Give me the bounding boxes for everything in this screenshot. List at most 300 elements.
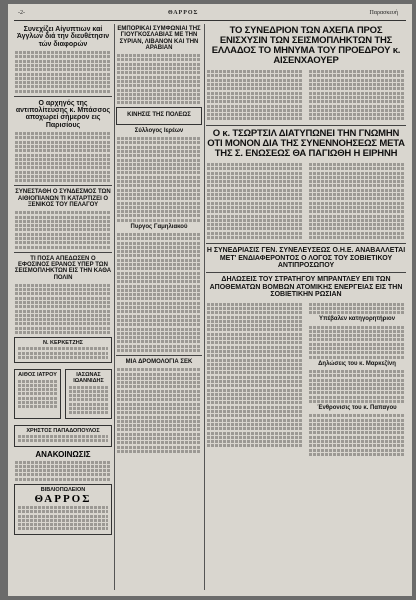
text-line	[309, 206, 405, 209]
text-line	[207, 210, 303, 213]
advertisement	[65, 369, 112, 418]
text-line	[117, 250, 201, 253]
text-line	[15, 216, 111, 219]
text-line	[207, 359, 303, 362]
text-line	[207, 423, 303, 426]
text-line	[309, 351, 405, 354]
text-line	[309, 334, 405, 337]
text-line	[15, 310, 111, 313]
text-line	[18, 439, 108, 442]
ad-title: Ν. ΚΕΡΚΕΤΖΗΣ	[43, 340, 83, 347]
bookstore-ad	[14, 484, 112, 535]
text-line	[309, 419, 405, 422]
text-line	[15, 171, 111, 174]
text-line	[207, 401, 303, 404]
text-line	[15, 149, 111, 152]
text-line	[117, 101, 201, 104]
text-line	[207, 184, 303, 187]
text-line	[207, 303, 303, 306]
text-line	[309, 70, 405, 73]
text-line	[207, 113, 303, 116]
text-line	[309, 219, 405, 222]
text-line	[117, 76, 201, 79]
text-line	[309, 227, 405, 230]
text-line	[207, 432, 303, 435]
newspaper-name: ΘΑΡΡΟΣ	[168, 10, 199, 16]
text-line	[207, 367, 303, 370]
subheading: Σύλλογος Ιερέων	[134, 127, 184, 134]
text-line	[18, 401, 57, 404]
text-line	[15, 55, 111, 58]
text-line	[309, 431, 405, 434]
text-line	[117, 368, 201, 371]
text-line	[309, 374, 405, 377]
text-line	[117, 345, 201, 348]
text-line	[117, 237, 201, 240]
text-line	[117, 67, 201, 70]
text-line	[207, 440, 303, 443]
page-number: -2-	[18, 10, 25, 16]
column-left	[14, 24, 112, 590]
text-line	[117, 163, 201, 166]
text-line	[117, 385, 201, 388]
text-line	[117, 214, 201, 217]
text-line	[69, 390, 108, 393]
column-middle	[116, 24, 202, 590]
text-line	[117, 328, 201, 331]
text-line	[309, 176, 405, 179]
text-line	[309, 92, 405, 95]
text-line	[207, 384, 303, 387]
text-line	[309, 436, 405, 439]
text-line	[15, 318, 111, 321]
text-line	[207, 87, 303, 90]
advertisement	[14, 369, 61, 418]
text-line	[18, 392, 57, 395]
text-line	[309, 307, 405, 310]
text-line	[207, 180, 303, 183]
text-line	[309, 74, 405, 77]
text-line	[117, 289, 201, 292]
text-line	[309, 453, 405, 456]
text-line	[207, 427, 303, 430]
text-line	[207, 363, 303, 366]
text-line	[309, 172, 405, 175]
text-line	[207, 92, 303, 95]
ad-subtitle: ΒΙΒΛΙΟΠΩΛΕΙΟΝ	[40, 486, 86, 493]
text-line	[207, 219, 303, 222]
text-line	[18, 388, 57, 391]
text-line	[309, 180, 405, 183]
text-line	[309, 117, 405, 120]
text-line	[15, 288, 111, 291]
text-line	[309, 370, 405, 373]
text-line	[15, 158, 111, 161]
text-line	[117, 141, 201, 144]
text-line	[309, 379, 405, 382]
text-line	[207, 206, 303, 209]
text-line	[15, 284, 111, 287]
text-line	[207, 202, 303, 205]
text-columns	[14, 366, 112, 421]
headline: ΤΟ ΣΥΝΕΔΡΙΟΝ ΤΩΝ ΑΧΕΠΑ ΠΡΟΣ ΕΝΙΣΧΥΣΙΝ ΤΩΝ ΣΕΙΣΜΟΠΛΗΚΤΩΝ ΤΗΣ ΕΛΛΑΔΟΣ ΤΟ ΜΗΝΥΜΑ ΤΟΥ ΠΡΟΕΔΡΟΥ κ. ΑΙΣΕΝΧΑΟΥΕΡ	[211, 25, 401, 66]
text-line	[15, 166, 111, 169]
text-line	[309, 330, 405, 333]
text-line	[207, 436, 303, 439]
text-line	[117, 416, 201, 419]
column-divider	[204, 24, 205, 590]
text-line	[309, 449, 405, 452]
text-line	[309, 210, 405, 213]
text-line	[117, 246, 201, 249]
text-line	[117, 180, 201, 183]
text-line	[309, 444, 405, 447]
text-line	[309, 356, 405, 359]
text-line	[207, 236, 303, 239]
text-line	[117, 381, 201, 384]
divider	[206, 125, 406, 126]
text-line	[117, 150, 201, 153]
text-line	[309, 414, 405, 417]
text-line	[309, 387, 405, 390]
text-line	[207, 70, 303, 73]
subheading: Ένθρονισις του κ. Παπαγου	[317, 404, 397, 411]
advertisement	[14, 337, 112, 363]
text-line	[15, 141, 111, 144]
text-line	[309, 232, 405, 235]
text-line	[207, 96, 303, 99]
text-line	[18, 405, 57, 408]
text-line	[117, 450, 201, 453]
text-line	[309, 223, 405, 226]
text-line	[15, 162, 111, 165]
headline: Συνεχίζει Αίγυπτιων καί Άγγλων διά την διευθέτησιν τών διαφορών	[16, 26, 110, 48]
text-line	[117, 171, 201, 174]
text-line	[117, 267, 201, 270]
text-line	[309, 427, 405, 430]
text-line	[207, 227, 303, 230]
text-line	[309, 109, 405, 112]
text-line	[117, 411, 201, 414]
text-line	[117, 323, 201, 326]
divider	[116, 355, 202, 356]
text-line	[309, 100, 405, 103]
text-line	[117, 340, 201, 343]
text-line	[207, 223, 303, 226]
headline: Ο κ. ΤΣΩΡΤΣΙΛ ΔΙΑΤΥΠΩΝΕΙ ΤΗΝ ΓΝΩΜΗΝ ΟΤΙ ΜΟΝΟΝ ΔΙΑ ΤΗΣ ΣΥΝΕΝΝΟΗΣΕΩΣ ΜΕΤΑ ΤΗΣ Σ. ΕΝΩΣΕΩΣ ΘΑ ΠΑΓΙΩΘΗ Η ΕΙΡΗΝΗ	[207, 127, 405, 159]
text-line	[18, 352, 108, 355]
text-line	[207, 393, 303, 396]
text-line	[309, 347, 405, 350]
text-line	[309, 343, 405, 346]
text-line	[117, 446, 201, 449]
subheading: ΜΙΑ ΔΡΟΜΟΛΟΓΙΑ ΣΕΚ	[125, 359, 193, 365]
text-line	[117, 54, 201, 57]
text-line	[207, 163, 303, 166]
text-line	[207, 109, 303, 112]
text-line	[15, 233, 111, 236]
text-line	[15, 237, 111, 240]
text-line	[117, 424, 201, 427]
divider	[206, 272, 406, 273]
text-line	[309, 236, 405, 239]
text-line	[207, 333, 303, 336]
text-line	[309, 197, 405, 200]
text-line	[117, 441, 201, 444]
text-line	[117, 167, 201, 170]
text-line	[18, 435, 108, 438]
text-line	[309, 189, 405, 192]
text-line	[207, 311, 303, 314]
ad-brand: ΘΑΡΡΟΣ	[34, 492, 92, 505]
text-line	[309, 163, 405, 166]
divider	[14, 96, 112, 97]
text-line	[18, 380, 57, 383]
text-line	[18, 506, 108, 509]
text-line	[117, 428, 201, 431]
text-line	[117, 315, 201, 318]
text-line	[117, 297, 201, 300]
text-line	[117, 349, 201, 352]
text-columns	[206, 301, 406, 457]
text-line	[207, 444, 303, 447]
text-line	[15, 73, 111, 76]
text-columns	[206, 162, 406, 241]
text-line	[117, 420, 201, 423]
text-line	[117, 184, 201, 187]
text-line	[117, 71, 201, 74]
text-line	[207, 350, 303, 353]
text-line	[207, 176, 303, 179]
text-line	[15, 327, 111, 330]
text-line	[309, 184, 405, 187]
text-line	[207, 389, 303, 392]
text-line	[15, 132, 111, 135]
text-line	[207, 193, 303, 196]
text-line	[117, 437, 201, 440]
text-line	[117, 263, 201, 266]
ad-title: ΧΡΗΣΤΟΣ ΠΑΠΑΔΟΠΟΥΛΟΣ	[26, 427, 100, 434]
text-line	[117, 154, 201, 157]
text-line	[15, 305, 111, 308]
headline: Η ΣΥΝΕΔΡΙΑΣΙΣ ΓΕΝ. ΣΥΝΕΛΕΥΣΕΩΣ Ο.Η.Ε. ΑΝΑΒΑΛΛΕΤΑΙ ΜΕΤ' ΕΝΔΙΑΦΕΡΟΝΤΟΣ Ο ΛΟΓΟΣ ΤΟΥ ΣΟΒΙΕΤΙΚΟΥ ΑΝΤΙΠΡΟΣΩΠΟΥ	[206, 247, 406, 269]
text-line	[207, 320, 303, 323]
text-line	[309, 193, 405, 196]
text-line	[309, 96, 405, 99]
text-line	[117, 58, 201, 61]
text-line	[117, 84, 201, 87]
text-line	[207, 341, 303, 344]
text-line	[207, 117, 303, 120]
text-line	[117, 403, 201, 406]
text-line	[15, 211, 111, 214]
text-line	[117, 310, 201, 313]
text-line	[15, 77, 111, 80]
text-line	[309, 202, 405, 205]
text-line	[15, 469, 111, 472]
text-line	[15, 314, 111, 317]
column-right	[206, 24, 406, 590]
text-line	[15, 154, 111, 157]
text-line	[15, 51, 111, 54]
text-line	[15, 241, 111, 244]
text-line	[207, 167, 303, 170]
headline: ΣΥΝΕΣΤΑΘΗ Ο ΣΥΝΔΕΣΜΟΣ ΤΩΝ ΑΙΘΙΟΠΙΑΝΩΝ ΤΙ ΚΑΤΑΡΤΙΖΕΙ Ο ΞΕΝΙΚΟΣ ΤΟΥ ΠΕΛΑΓΟΥ	[15, 189, 111, 208]
text-line	[15, 136, 111, 139]
text-line	[309, 79, 405, 82]
ad-title: ΙΑΣΩΝΑΣ ΙΩΑΝΝΙΔΗΣ	[73, 372, 104, 385]
text-line	[15, 81, 111, 84]
text-line	[15, 246, 111, 249]
text-line	[15, 473, 111, 476]
text-line	[15, 64, 111, 67]
text-line	[207, 380, 303, 383]
text-line	[117, 242, 201, 245]
text-line	[207, 307, 303, 310]
text-line	[207, 197, 303, 200]
text-line	[309, 87, 405, 90]
text-line	[117, 210, 201, 213]
text-line	[15, 224, 111, 227]
text-line	[117, 398, 201, 401]
text-line	[117, 390, 201, 393]
text-columns	[206, 69, 406, 122]
text-line	[309, 215, 405, 218]
text-line	[117, 97, 201, 100]
text-line	[207, 324, 303, 327]
text-line	[309, 113, 405, 116]
text-line	[117, 407, 201, 410]
text-line	[15, 228, 111, 231]
text-line	[18, 356, 108, 359]
text-line	[117, 302, 201, 305]
text-line	[207, 346, 303, 349]
ad-title: ΑΙΘΟΣ ΙΑΤΡΟΥ	[18, 372, 57, 379]
text-line	[15, 292, 111, 295]
text-line	[309, 423, 405, 426]
text-line	[309, 391, 405, 394]
text-line	[69, 386, 108, 389]
text-line	[309, 167, 405, 170]
text-line	[207, 189, 303, 192]
text-line	[207, 371, 303, 374]
text-line	[117, 146, 201, 149]
text-line	[117, 280, 201, 283]
text-line	[207, 337, 303, 340]
text-line	[309, 303, 405, 306]
text-line	[309, 396, 405, 399]
text-line	[117, 233, 201, 236]
text-line	[309, 83, 405, 86]
text-line	[309, 105, 405, 108]
text-line	[207, 74, 303, 77]
text-line	[207, 79, 303, 82]
text-line	[117, 202, 201, 205]
text-line	[207, 215, 303, 218]
newspaper-page	[8, 4, 412, 596]
text-line	[15, 478, 111, 481]
text-line	[117, 93, 201, 96]
text-line	[117, 373, 201, 376]
text-line	[117, 285, 201, 288]
text-line	[207, 105, 303, 108]
column-divider	[114, 24, 115, 590]
text-line	[117, 189, 201, 192]
text-line	[117, 293, 201, 296]
text-line	[15, 60, 111, 63]
text-line	[117, 89, 201, 92]
text-line	[69, 411, 108, 414]
text-line	[117, 63, 201, 66]
text-line	[207, 232, 303, 235]
text-line	[117, 433, 201, 436]
section-title: ΚΙΝΗΣΙΣ ΤΗΣ ΠΟΛΕΩΣ	[127, 112, 191, 119]
text-line	[117, 394, 201, 397]
text-line	[207, 406, 303, 409]
subheading: Πυργος Γαμηλιακού	[130, 223, 188, 230]
text-line	[117, 80, 201, 83]
text-line	[207, 414, 303, 417]
text-line	[69, 398, 108, 401]
text-line	[15, 322, 111, 325]
subheading: Υπέβαλεν κατηγορητήριον	[318, 316, 396, 323]
text-line	[18, 523, 108, 526]
text-line	[117, 159, 201, 162]
text-line	[117, 377, 201, 380]
text-line	[117, 336, 201, 339]
text-line	[117, 176, 201, 179]
text-line	[207, 328, 303, 331]
text-line	[117, 272, 201, 275]
headline: ΔΗΛΩΣΕΙΣ ΤΟΥ ΣΤΡΑΤΗΓΟΥ ΜΠΡΑΝΤΛΕΥ ΕΠΙ ΤΩΝ ΑΠΟΘΕΜΑΤΩΝ ΒΟΜΒΩΝ ΑΤΟΜΙΚΗΣ ΕΝΕΡΓΕΙΑΣ ΕΙΣ ΤΗΝ ΣΟΒΙΕΤΙΚΗΝ ΡΩΣΙΑΝ	[209, 276, 403, 298]
text-line	[207, 397, 303, 400]
advertisement	[14, 425, 112, 447]
text-line	[117, 206, 201, 209]
divider	[14, 252, 112, 253]
text-line	[309, 383, 405, 386]
text-line	[18, 347, 108, 350]
text-line	[117, 276, 201, 279]
text-line	[207, 376, 303, 379]
text-line	[15, 90, 111, 93]
text-line	[117, 219, 201, 222]
text-line	[18, 510, 108, 513]
text-line	[207, 83, 303, 86]
text-line	[18, 384, 57, 387]
masthead-rule	[14, 20, 406, 21]
text-line	[15, 85, 111, 88]
text-line	[15, 179, 111, 182]
divider	[14, 185, 112, 186]
text-line	[69, 407, 108, 410]
text-line	[117, 306, 201, 309]
text-line	[15, 465, 111, 468]
text-line	[309, 400, 405, 403]
text-line	[18, 527, 108, 530]
text-line	[117, 319, 201, 322]
text-line	[69, 394, 108, 397]
headline: ΤΙ ΠΟΣΑ ΑΠΕΔΩΣΕΝ Ο ΕΦΟΣΙΝΟΣ ΕΡΑΝΟΣ ΥΠΕΡ ΤΩΝ ΣΕΙΣΜΟΠΛΗΚΤΩΝ ΕΙΣ ΤΗΝ ΚΑΘΑ ΠΟΛΙΝ	[14, 255, 112, 281]
text-line	[18, 397, 57, 400]
text-line	[117, 193, 201, 196]
text-line	[309, 338, 405, 341]
text-line	[207, 410, 303, 413]
announcements-title: ΑΝΑΚΟΙΝΩΣΙΣ	[35, 449, 91, 459]
text-line	[117, 259, 201, 262]
text-line	[207, 354, 303, 357]
text-line	[207, 419, 303, 422]
headline: ΕΜΠΟΡΙΚΑΙ ΣΥΜΦΩΝΙΑΙ ΤΗΣ ΓΙΟΥΓΚΟΣΛΑΒΙΑΣ ΜΕ ΤΗΝ ΣΥΡΙΑΝ, ΛΙΒΑΝΟΝ ΚΑΙ ΤΗΝ ΑΡΑΒΙΑΝ	[117, 26, 201, 51]
